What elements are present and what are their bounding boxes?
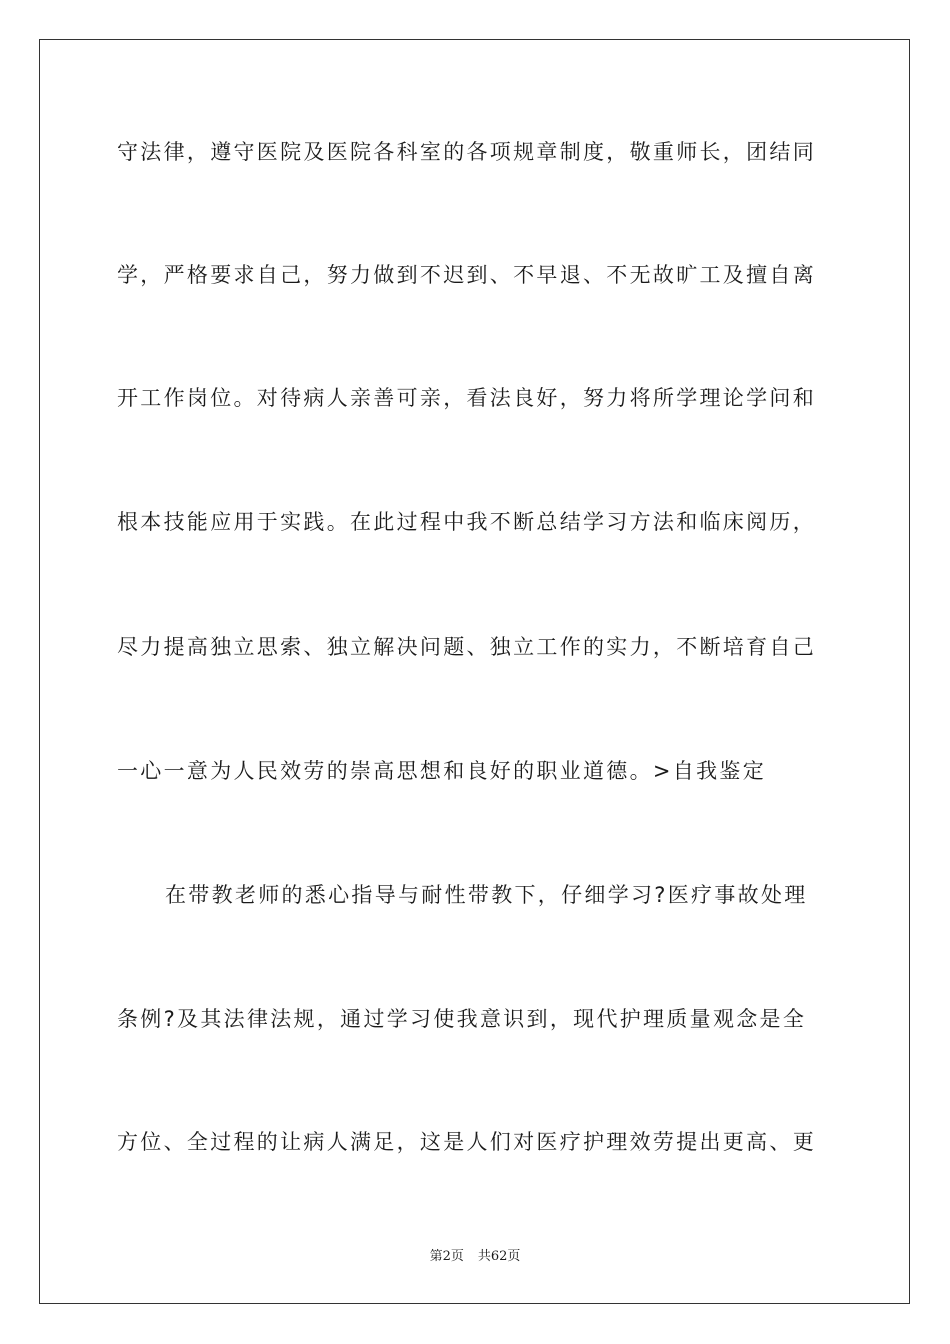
page-number: 第2页 — [429, 1249, 464, 1264]
page-total: 共62页 — [477, 1249, 521, 1264]
paragraph-line-5: 尽力提高独立思索、独立解决问题、独立工作的实力，不断培育自己 — [117, 635, 816, 659]
paragraph-line-6: 一心一意为人民效劳的崇高思想和良好的职业道德。>自我鉴定 — [117, 759, 766, 783]
page-border — [39, 39, 910, 1304]
paragraph-line-7: 在带教老师的悉心指导与耐性带教下，仔细学习?医疗事故处理 — [165, 883, 808, 907]
paragraph-line-2: 学，严格要求自己，努力做到不迟到、不早退、不无故旷工及擅自离 — [117, 263, 816, 287]
paragraph-line-3: 开工作岗位。对待病人亲善可亲，看法良好，努力将所学理论学问和 — [117, 386, 816, 410]
paragraph-line-4: 根本技能应用于实践。在此过程中我不断总结学习方法和临床阅历， — [117, 510, 816, 534]
paragraph-line-9: 方位、全过程的让病人满足，这是人们对医疗护理效劳提出更高、更 — [117, 1130, 816, 1154]
paragraph-line-8: 条例?及其法律法规，通过学习使我意识到，现代护理质量观念是全 — [117, 1007, 807, 1031]
paragraph-line-1: 守法律，遵守医院及医院各科室的各项规章制度，敬重师长，团结同 — [117, 140, 816, 164]
page-footer — [0, 1248, 950, 1266]
